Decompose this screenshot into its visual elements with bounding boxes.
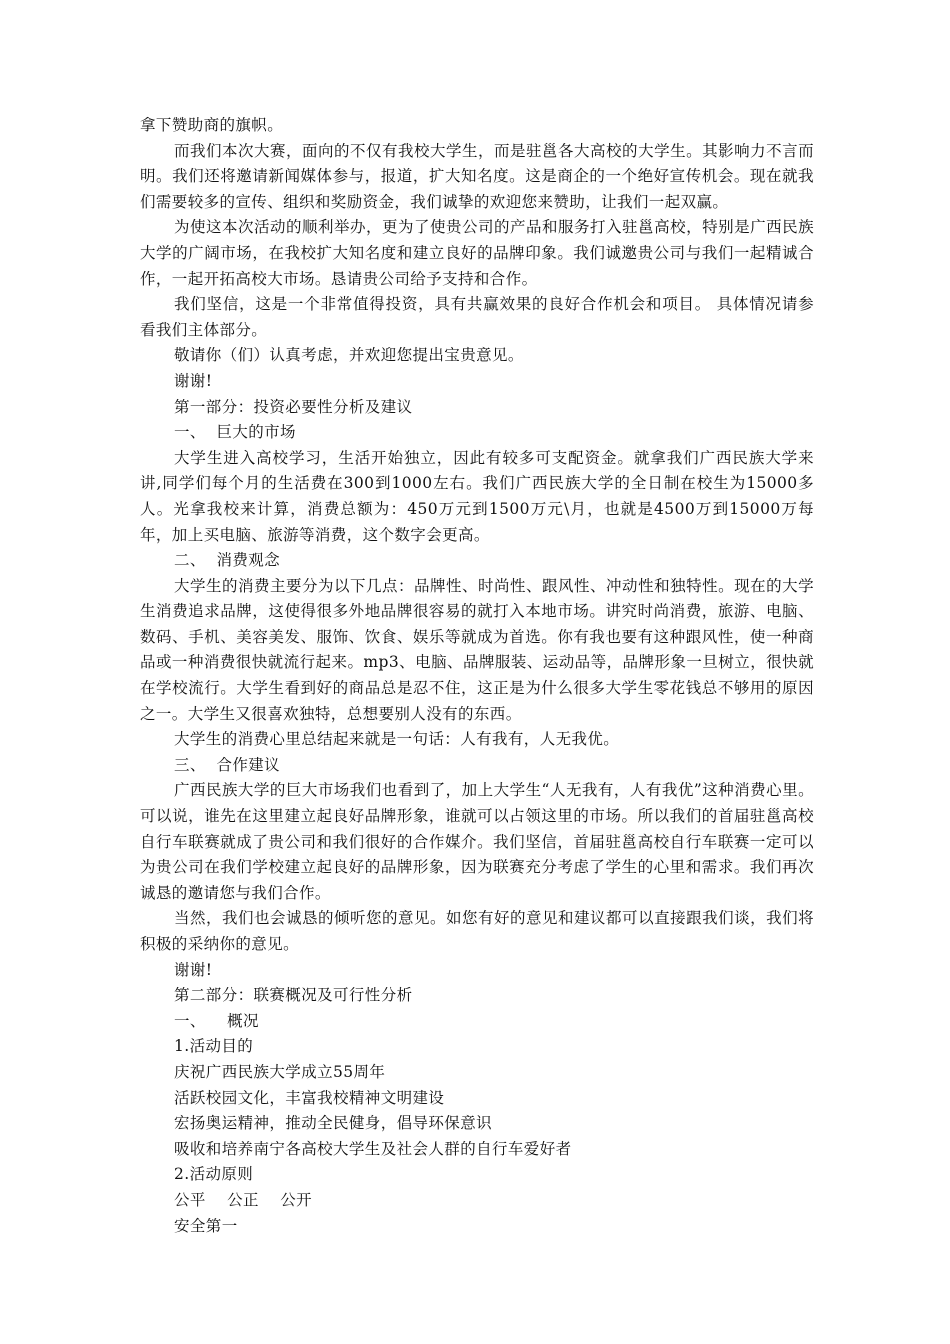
list-item: 吸收和培养南宁各高校大学生及社会人群的自行车爱好者 (174, 1139, 572, 1158)
section-heading-part-two: 第二部分：联赛概况及可行性分析 (174, 986, 413, 1005)
paragraph-belief: 我们坚信，这是一个非常值得投资，具有共赢效果的良好合作机会和项目。 具体情况请参看我们主体部分。 (140, 295, 814, 339)
paragraph-thanks-2: 谢谢! (174, 960, 213, 979)
paragraph-invitation: 为使这本次活动的顺利举办，更为了使贵公司的产品和服务打入驻邕高校，特别是广西民族大学的广阔市场，在我校扩大知名度和建立良好的品牌印象。我们诚邀贵公司与我们一起精诚合作，一起开拓高校大市场。恳请贵公司给予支持和合作。 (140, 218, 814, 288)
list-item: 安全第一 (174, 1216, 238, 1235)
paragraph-request: 敬请你（们）认真考虑，并欢迎您提出宝贵意见。 (174, 346, 524, 365)
paragraph-consumption: 大学生的消费主要分为以下几点：品牌性、时尚性、跟风性、冲动性和独特性。现在的大学生消费追求品牌，这使得很多外地品牌很容易的就打入本地市场。讲究时尚消费，旅游、电脑、数码、手机、美容美发、服饰、饮食、娱乐等就成为首选。你有我也要有这种跟风性，使一种商品或一种消费很快就流行起来。mp3、电脑、品牌服装、运动品等，品牌形象一旦树立，很快就在学校流行。大学生看到好的商品总是忍不住，这正是为什么很多大学生零花钱总不够用的原因之一。大学生又很喜欢独特，总想要别人没有的东西。 (140, 576, 814, 723)
list-heading-purpose: 1.活动目的 (174, 1037, 254, 1056)
list-item: 公平 公正 公开 (174, 1190, 313, 1209)
subheading-huge-market: 一、 巨大的市场 (174, 423, 296, 442)
list-item: 庆祝广西民族大学成立55周年 (174, 1062, 386, 1081)
list-item: 活跃校园文化，丰富我校精神文明建设 (174, 1088, 445, 1107)
paragraph-sponsor-banner: 拿下赞助商的旗帜。 (140, 116, 284, 134)
section-heading-part-one: 第一部分：投资必要性分析及建议 (174, 397, 413, 416)
paragraph-cooperation: 广西民族大学的巨大市场我们也看到了，加上大学生“人无我有，人有我优”这种消费心里。可以说，谁先在这里建立起良好品牌形象，谁就可以占领这里的市场。所以我们的首届驻邕高校自行车联赛就成了贵公司和我们很好的合作媒介。我们坚信，首届驻邕高校自行车联赛一定可以为贵公司在我们学校建立起良好的品牌形象，因为联赛充分考虑了学生的心里和需求。我们再次诚恳的邀请您与我们合作。 (140, 781, 814, 902)
paragraph-opinions: 当然，我们也会诚恳的倾听您的意见。如您有好的意见和建议都可以直接跟我们谈，我们将积极的采纳你的意见。 (140, 909, 814, 953)
list-item: 宏扬奥运精神，推动全民健身，倡导环保意识 (174, 1114, 493, 1133)
document-page (140, 113, 814, 1239)
subheading-cooperation: 三、 合作建议 (174, 755, 281, 774)
subheading-overview: 一、 概况 (174, 1011, 259, 1030)
paragraph-thanks: 谢谢! (174, 371, 213, 390)
paragraph-consumption-summary: 大学生的消费心里总结起来就是一句话：人有我有，人无我优。 (174, 730, 620, 749)
subheading-consumption: 二、 消费观念 (174, 551, 281, 570)
list-heading-principles: 2.活动原则 (174, 1165, 254, 1184)
paragraph-market: 大学生进入高校学习，生活开始独立，因此有较多可支配资金。就拿我们广西民族大学来讲,同学们每个月的生活费在300到1000左右。我们广西民族大学的全日制在校生为15000多人。光拿我校来计算，消费总额为：450万元到1500万元\月，也就是4500万到15000万每年，加上买电脑、旅游等消费，这个数字会更高。 (140, 448, 814, 544)
paragraph-competition-scope: 而我们本次大赛，面向的不仅有我校大学生，而是驻邕各大高校的大学生。其影响力不言而明。我们还将邀请新闻媒体参与，报道，扩大知名度。这是商企的一个绝好宣传机会。现在就我们需要较多的宣传、组织和奖励资金，我们诚挚的欢迎您来赞助，让我们一起双赢。 (140, 141, 814, 211)
